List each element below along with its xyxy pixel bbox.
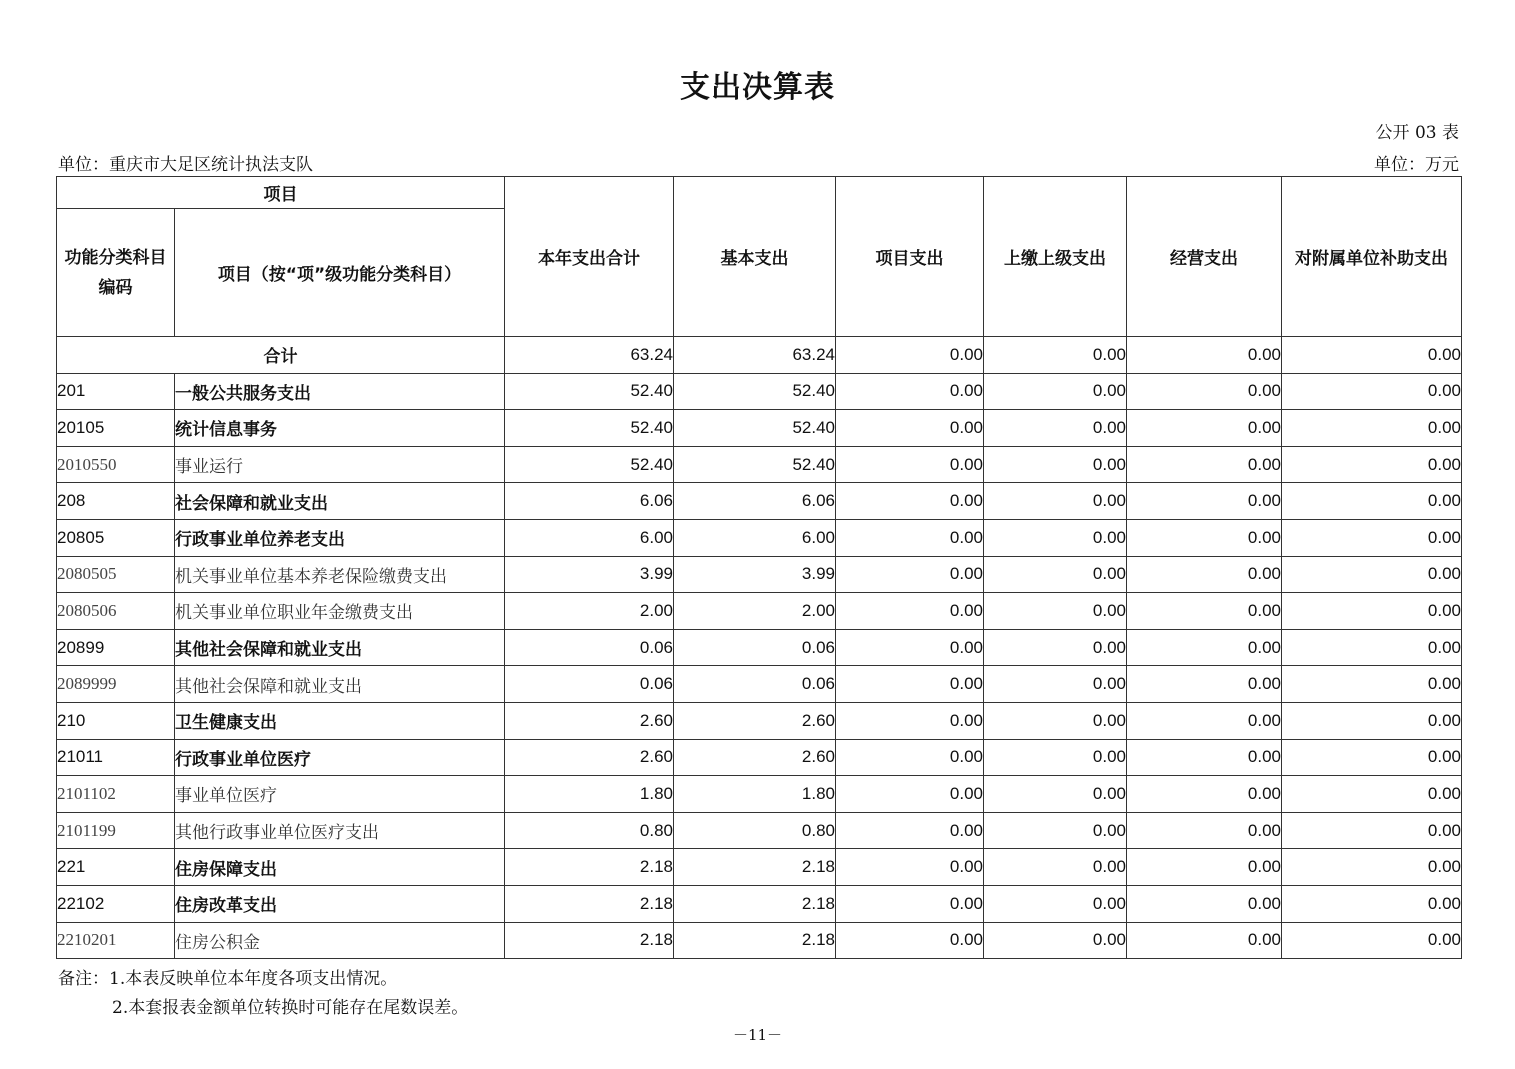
row-value: 2.60 [674, 739, 836, 776]
header-basic: 基本支出 [674, 177, 836, 337]
row-value: 2.60 [505, 702, 674, 739]
row-value: 0.00 [1127, 519, 1282, 556]
reporting-unit: 单位：重庆市大足区统计执法支队 [58, 155, 313, 175]
row-value: 52.40 [674, 446, 836, 483]
row-value: 0.00 [1282, 849, 1462, 886]
row-value: 0.00 [1282, 885, 1462, 922]
row-name: 社会保障和就业支出 [175, 483, 505, 520]
row-value: 0.00 [1282, 629, 1462, 666]
table-row [57, 519, 1462, 556]
row-name: 行政事业单位养老支出 [175, 519, 505, 556]
row-code: 2101199 [57, 812, 175, 849]
row-value: 0.00 [836, 373, 984, 410]
row-name: 事业单位医疗 [175, 776, 505, 813]
table-row [57, 849, 1462, 886]
row-value: 0.00 [836, 483, 984, 520]
row-value: 0.06 [674, 666, 836, 703]
row-value: 2.18 [505, 885, 674, 922]
row-value: 0.00 [1282, 776, 1462, 813]
row-code: 2101102 [57, 776, 175, 813]
row-value: 0.80 [505, 812, 674, 849]
row-value: 0.00 [836, 812, 984, 849]
row-value: 0.00 [984, 483, 1127, 520]
row-code: 201 [57, 373, 175, 410]
row-value: 0.00 [1282, 556, 1462, 593]
row-name: 卫生健康支出 [175, 702, 505, 739]
row-value: 2.60 [505, 739, 674, 776]
row-value: 0.00 [1282, 593, 1462, 630]
header-total: 本年支出合计 [505, 177, 674, 337]
note-1: 备注：1.本表反映单位本年度各项支出情况。 [58, 969, 398, 989]
row-value: 52.40 [674, 410, 836, 447]
table-row [57, 483, 1462, 520]
row-value: 0.00 [1127, 739, 1282, 776]
table-row [57, 446, 1462, 483]
row-value: 52.40 [505, 373, 674, 410]
row-value: 0.00 [984, 556, 1127, 593]
row-value: 2.60 [674, 702, 836, 739]
row-value: 0.00 [984, 776, 1127, 813]
total-cell: 0.00 [1282, 337, 1462, 374]
row-value: 0.00 [984, 593, 1127, 630]
currency-unit: 单位：万元 [1374, 155, 1459, 175]
header-project: 项目 [57, 177, 505, 209]
row-value: 0.00 [1127, 702, 1282, 739]
row-value: 52.40 [505, 410, 674, 447]
row-value: 0.00 [1127, 812, 1282, 849]
row-name: 机关事业单位基本养老保险缴费支出 [175, 556, 505, 593]
row-value: 0.00 [836, 519, 984, 556]
row-value: 0.00 [1282, 739, 1462, 776]
row-value: 0.00 [836, 702, 984, 739]
row-value: 0.00 [1127, 885, 1282, 922]
table-row [57, 702, 1462, 739]
header-subsidy: 对附属单位补助支出 [1282, 177, 1462, 337]
page-title: 支出决算表 [680, 70, 835, 105]
row-value: 0.00 [1282, 410, 1462, 447]
total-cell: 63.24 [674, 337, 836, 374]
row-name: 其他社会保障和就业支出 [175, 629, 505, 666]
row-value: 0.00 [836, 593, 984, 630]
row-name: 住房改革支出 [175, 885, 505, 922]
table-row [57, 593, 1462, 630]
row-name: 机关事业单位职业年金缴费支出 [175, 593, 505, 630]
row-code: 20105 [57, 410, 175, 447]
row-value: 0.00 [836, 410, 984, 447]
row-value: 2.00 [674, 593, 836, 630]
row-value: 0.00 [1282, 446, 1462, 483]
row-value: 2.18 [505, 849, 674, 886]
row-value: 6.06 [505, 483, 674, 520]
row-value: 0.00 [984, 739, 1127, 776]
row-value: 0.00 [1282, 922, 1462, 959]
row-value: 0.00 [1282, 483, 1462, 520]
row-code: 2080505 [57, 556, 175, 593]
row-name: 统计信息事务 [175, 410, 505, 447]
row-name: 行政事业单位医疗 [175, 739, 505, 776]
row-value: 0.00 [984, 519, 1127, 556]
row-value: 0.00 [1127, 776, 1282, 813]
row-value: 0.00 [836, 776, 984, 813]
row-value: 0.00 [984, 812, 1127, 849]
row-code: 221 [57, 849, 175, 886]
row-value: 0.00 [984, 629, 1127, 666]
row-value: 0.00 [1127, 410, 1282, 447]
row-value: 2.00 [505, 593, 674, 630]
row-value: 0.00 [1127, 666, 1282, 703]
row-value: 0.00 [984, 373, 1127, 410]
row-code: 210 [57, 702, 175, 739]
row-code: 208 [57, 483, 175, 520]
row-value: 0.00 [1127, 629, 1282, 666]
header-upper-level: 上缴上级支出 [984, 177, 1127, 337]
row-value: 52.40 [674, 373, 836, 410]
row-value: 0.00 [836, 556, 984, 593]
row-value: 0.00 [984, 849, 1127, 886]
table-row [57, 885, 1462, 922]
row-value: 0.00 [836, 629, 984, 666]
table-row [57, 556, 1462, 593]
row-value: 6.00 [674, 519, 836, 556]
row-value: 0.00 [1282, 519, 1462, 556]
row-value: 0.00 [1282, 812, 1462, 849]
row-code: 20899 [57, 629, 175, 666]
table-row [57, 629, 1462, 666]
row-value: 0.00 [984, 666, 1127, 703]
row-value: 0.00 [1127, 446, 1282, 483]
row-value: 0.00 [1127, 483, 1282, 520]
table-row [57, 776, 1462, 813]
table-body [57, 337, 1462, 959]
total-cell: 0.00 [984, 337, 1127, 374]
row-value: 2.18 [674, 885, 836, 922]
page-number: －11－ [732, 1026, 783, 1044]
total-cell: 0.00 [1127, 337, 1282, 374]
row-value: 0.06 [505, 629, 674, 666]
row-value: 6.06 [674, 483, 836, 520]
row-code: 2010550 [57, 446, 175, 483]
row-value: 0.00 [836, 922, 984, 959]
row-value: 0.00 [1127, 849, 1282, 886]
row-code: 2210201 [57, 922, 175, 959]
table-number: 公开 03 表 [1375, 123, 1459, 143]
row-value: 52.40 [505, 446, 674, 483]
row-value: 0.06 [505, 666, 674, 703]
row-value: 0.00 [1282, 702, 1462, 739]
header-code: 功能分类科目编码 [57, 209, 175, 337]
row-value: 6.00 [505, 519, 674, 556]
row-value: 0.00 [836, 885, 984, 922]
row-value: 0.00 [1127, 593, 1282, 630]
row-value: 0.06 [674, 629, 836, 666]
row-value: 1.80 [505, 776, 674, 813]
row-name: 其他社会保障和就业支出 [175, 666, 505, 703]
row-code: 21011 [57, 739, 175, 776]
row-value: 0.00 [1127, 373, 1282, 410]
table-row [57, 922, 1462, 959]
total-cell: 0.00 [836, 337, 984, 374]
row-value: 2.18 [674, 849, 836, 886]
row-value: 0.00 [1127, 922, 1282, 959]
row-name: 住房公积金 [175, 922, 505, 959]
header-project-expenditure: 项目支出 [836, 177, 984, 337]
row-value: 0.00 [984, 702, 1127, 739]
row-value: 0.00 [984, 446, 1127, 483]
row-value: 0.00 [984, 922, 1127, 959]
row-value: 2.18 [674, 922, 836, 959]
row-name: 住房保障支出 [175, 849, 505, 886]
row-value: 3.99 [505, 556, 674, 593]
table-row [57, 812, 1462, 849]
table-row [57, 666, 1462, 703]
table-row [57, 739, 1462, 776]
row-value: 0.00 [836, 666, 984, 703]
expenditure-table [56, 176, 1462, 959]
note-2: 2.本套报表金额单位转换时可能存在尾数误差。 [112, 998, 469, 1018]
row-value: 0.00 [1282, 666, 1462, 703]
header-name: 项目（按“项”级功能分类科目） [175, 209, 505, 337]
table-row [57, 373, 1462, 410]
row-name: 一般公共服务支出 [175, 373, 505, 410]
header-business: 经营支出 [1127, 177, 1282, 337]
row-code: 2080506 [57, 593, 175, 630]
row-code: 20805 [57, 519, 175, 556]
row-value: 0.00 [1282, 373, 1462, 410]
row-value: 0.00 [836, 446, 984, 483]
total-cell: 63.24 [505, 337, 674, 374]
row-value: 1.80 [674, 776, 836, 813]
row-value: 2.18 [505, 922, 674, 959]
row-value: 0.00 [984, 885, 1127, 922]
row-value: 3.99 [674, 556, 836, 593]
total-label: 合计 [57, 337, 505, 374]
row-name: 事业运行 [175, 446, 505, 483]
row-value: 0.00 [984, 410, 1127, 447]
row-value: 0.80 [674, 812, 836, 849]
row-value: 0.00 [836, 739, 984, 776]
row-value: 0.00 [1127, 556, 1282, 593]
row-code: 22102 [57, 885, 175, 922]
table-row [57, 410, 1462, 447]
row-value: 0.00 [836, 849, 984, 886]
row-code: 2089999 [57, 666, 175, 703]
row-name: 其他行政事业单位医疗支出 [175, 812, 505, 849]
